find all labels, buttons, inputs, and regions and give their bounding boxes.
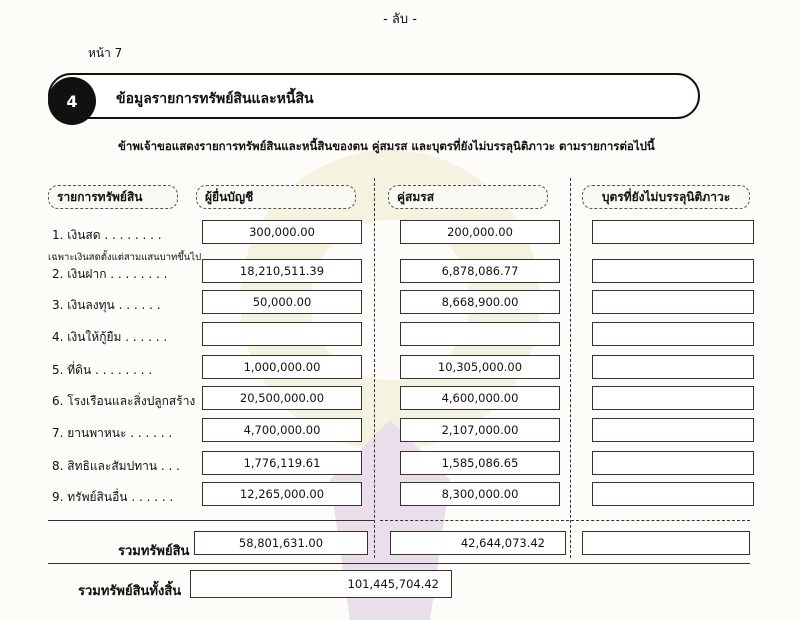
children-value bbox=[592, 259, 754, 283]
spouse-value: 200,000.00 bbox=[400, 220, 560, 244]
total-assets-spouse: 42,644,073.42 bbox=[390, 531, 566, 555]
column-header-item: รายการทรัพย์สิน bbox=[48, 185, 178, 209]
separator-line bbox=[48, 520, 374, 521]
row-label: 3. เงินลงทุน . . . . . . bbox=[52, 298, 161, 312]
column-header-declarant: ผู้ยื่นบัญชี bbox=[196, 185, 356, 209]
declarant-value bbox=[202, 322, 362, 346]
declarant-value: 20,500,000.00 bbox=[202, 386, 362, 410]
section-number: 4 bbox=[48, 77, 96, 125]
spouse-value: 1,585,086.65 bbox=[400, 451, 560, 475]
row-label: 8. สิทธิและสัมปทาน . . . bbox=[52, 459, 180, 473]
grand-total-label: รวมทรัพย์สินทั้งสิ้น bbox=[78, 584, 182, 599]
declarant-value: 4,700,000.00 bbox=[202, 418, 362, 442]
column-header-children: บุตรที่ยังไม่บรรลุนิติภาวะ bbox=[582, 185, 750, 209]
declarant-value: 18,210,511.39 bbox=[202, 259, 362, 283]
page-number: หน้า 7 bbox=[88, 46, 123, 60]
row-label: 7. ยานพาหนะ . . . . . . bbox=[52, 426, 173, 440]
row-label: 6. โรงเรือนและสิ่งปลูกสร้าง bbox=[52, 394, 196, 408]
children-value bbox=[592, 322, 754, 346]
spouse-value: 10,305,000.00 bbox=[400, 355, 560, 379]
separator-line bbox=[380, 520, 750, 521]
children-value bbox=[592, 220, 754, 244]
spouse-value: 2,107,000.00 bbox=[400, 418, 560, 442]
cash-note: เฉพาะเงินสดตั้งแต่สามแสนบาทขึ้นไป bbox=[48, 252, 202, 263]
total-assets-children bbox=[582, 531, 750, 555]
column-header-spouse: คู่สมรส bbox=[388, 185, 548, 209]
children-value bbox=[592, 290, 754, 314]
row-label: 2. เงินฝาก . . . . . . . . bbox=[52, 267, 168, 281]
spouse-value: 8,668,900.00 bbox=[400, 290, 560, 314]
spouse-value: 4,600,000.00 bbox=[400, 386, 560, 410]
declarant-value: 12,265,000.00 bbox=[202, 482, 362, 506]
section-title: ข้อมูลรายการทรัพย์สินและหนี้สิน bbox=[116, 91, 314, 107]
row-label: 9. ทรัพย์สินอื่น . . . . . . bbox=[52, 490, 174, 504]
spouse-value bbox=[400, 322, 560, 346]
total-assets-declarant: 58,801,631.00 bbox=[194, 531, 368, 555]
grand-total-value: 101,445,704.42 bbox=[190, 570, 452, 598]
secret-mark: - ลับ - bbox=[383, 12, 417, 27]
row-label: 5. ที่ดิน . . . . . . . . bbox=[52, 363, 153, 377]
children-value bbox=[592, 355, 754, 379]
total-assets-label: รวมทรัพย์สิน bbox=[118, 544, 190, 559]
declarant-value: 1,776,119.61 bbox=[202, 451, 362, 475]
children-value bbox=[592, 418, 754, 442]
column-divider bbox=[374, 178, 375, 558]
declarant-value: 300,000.00 bbox=[202, 220, 362, 244]
children-value bbox=[592, 451, 754, 475]
spouse-value: 6,878,086.77 bbox=[400, 259, 560, 283]
children-value bbox=[592, 386, 754, 410]
column-divider bbox=[570, 178, 571, 558]
children-value bbox=[592, 482, 754, 506]
spouse-value: 8,300,000.00 bbox=[400, 482, 560, 506]
row-label: 4. เงินให้กู้ยืม . . . . . . bbox=[52, 330, 168, 344]
separator-line bbox=[48, 563, 750, 564]
declarant-value: 50,000.00 bbox=[202, 290, 362, 314]
declarant-value: 1,000,000.00 bbox=[202, 355, 362, 379]
intro-text: ข้าพเจ้าขอแสดงรายการทรัพย์สินและหนี้สินของตน คู่สมรส และบุตรที่ยังไม่บรรลุนิติภาวะ ตามรายการต่อไปนี้ bbox=[118, 139, 655, 153]
row-label: 1. เงินสด . . . . . . . . bbox=[52, 228, 162, 242]
